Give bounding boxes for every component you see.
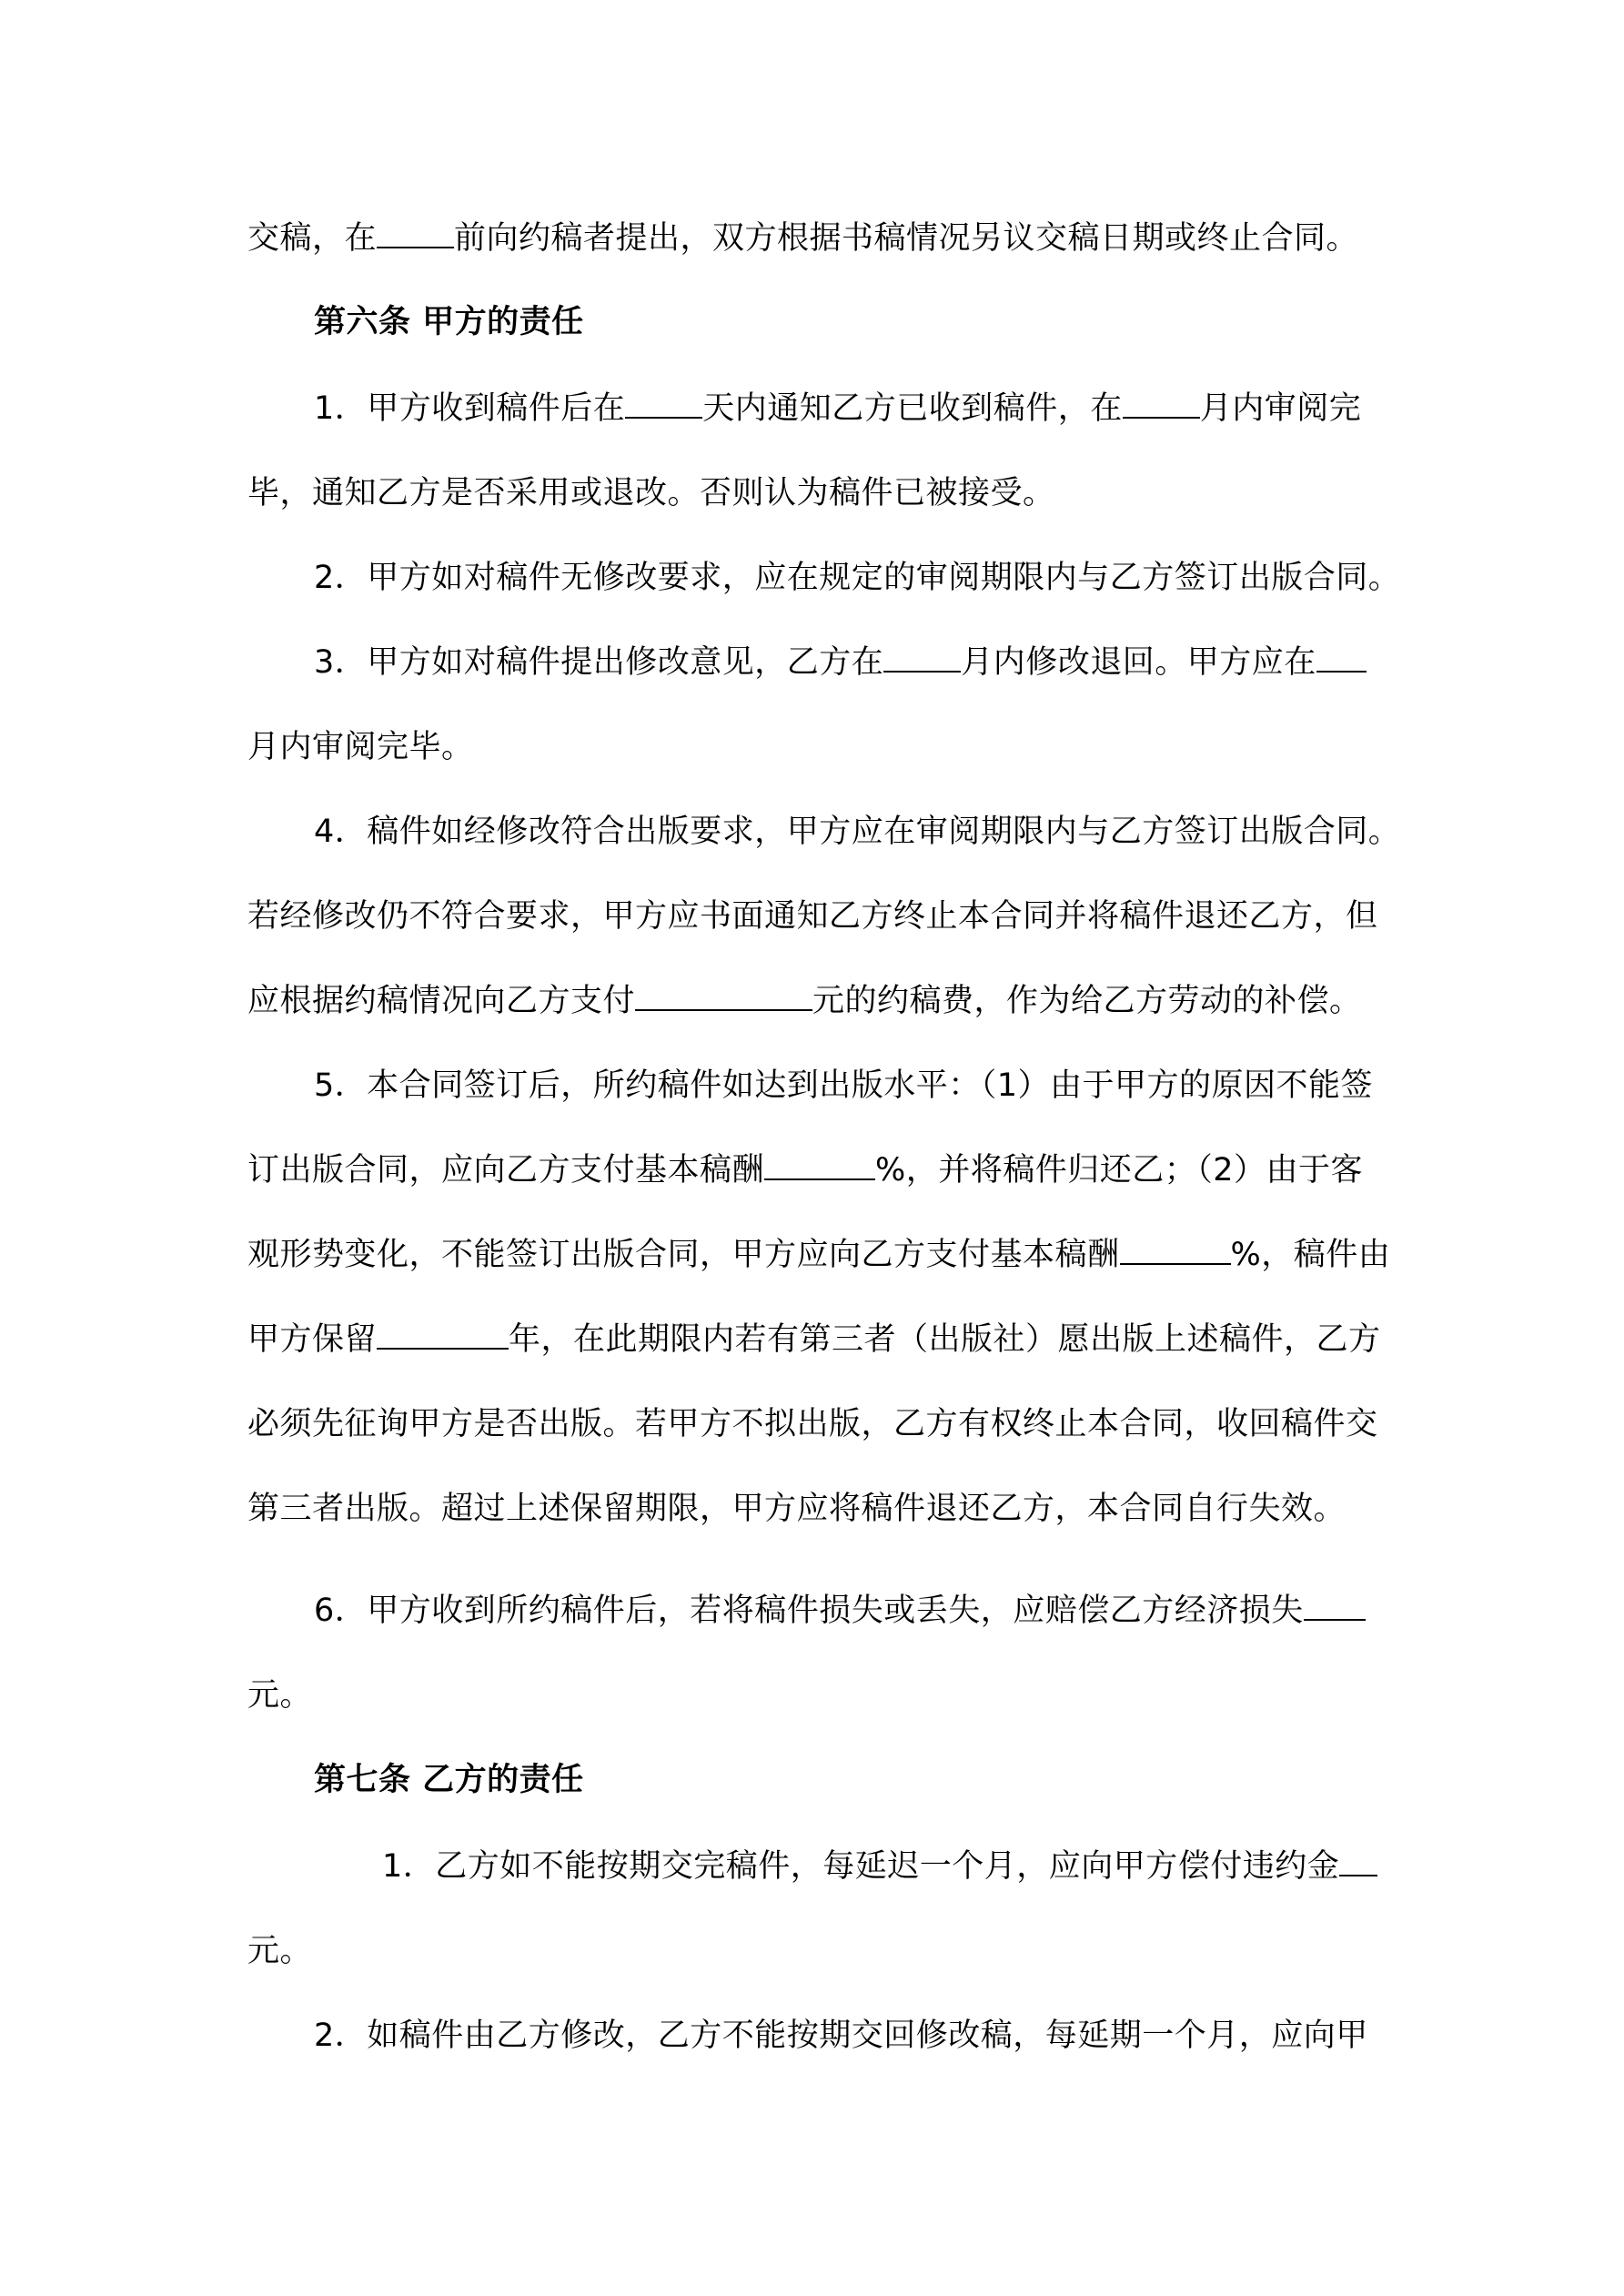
blank-field xyxy=(625,389,702,419)
text-line: 毕，通知乙方是否采用或退改。否则认为稿件已被接受。 xyxy=(247,475,1055,511)
blank-field xyxy=(1339,1847,1377,1876)
text-line: 6．甲方收到所约稿件后，若将稿件损失或丢失，应赔偿乙方经济损失 xyxy=(314,1591,1394,1631)
blank-field xyxy=(1316,643,1367,673)
text-line: 应根据约稿情况向乙方支付 元的约稿费，作为给乙方劳动的补偿。 xyxy=(247,983,1362,1019)
text-line: 2．如稿件由乙方修改，乙方不能按期交回修改稿，每延期一个月，应向甲 xyxy=(314,2018,1368,2054)
text-line: 5．本合同签订后，所约稿件如达到出版水平：（1）由于甲方的原因不能签 xyxy=(314,1067,1374,1104)
text-line: 3．甲方如对稿件提出修改意见，乙方在 月内修改退回。甲方应在 xyxy=(314,642,1394,683)
blank-field xyxy=(1304,1592,1366,1621)
blank-field xyxy=(883,643,961,673)
text-line: 元。 xyxy=(247,1677,313,1714)
text-line: 1．乙方如不能按期交完稿件，每延迟一个月，应向甲方偿付违约金 xyxy=(382,1846,1394,1886)
text-line: 交稿，在 前向约稿者提出，双方根据书稿情况另议交稿日期或终止合同。 xyxy=(247,220,1359,257)
text-line: 1．甲方收到稿件后在 天内通知乙方已收到稿件，在 月内审阅完 xyxy=(314,390,1362,427)
text-line: 若经修改仍不符合要求，甲方应书面通知乙方终止本合同并将稿件退还乙方，但 xyxy=(247,898,1378,935)
blank-field xyxy=(377,1320,509,1350)
article-6-heading: 第六条 甲方的责任 xyxy=(314,304,584,340)
blank-field xyxy=(764,1151,875,1180)
text-line: 4．稿件如经修改符合出版要求，甲方应在审阅期限内与乙方签订出版合同。 xyxy=(314,814,1401,850)
text-line: 观形势变化，不能签订出版合同，甲方应向乙方支付基本稿酬 %，稿件由 xyxy=(247,1237,1391,1273)
text-line: 甲方保留 年，在此期限内若有第三者（出版社）愿出版上述稿件，乙方 xyxy=(247,1321,1381,1358)
text-line: 必须先征询甲方是否出版。若甲方不拟出版，乙方有权终止本合同，收回稿件交 xyxy=(247,1406,1378,1442)
blank-field xyxy=(635,982,812,1011)
blank-field xyxy=(1120,1236,1231,1265)
article-7-heading: 第七条 乙方的责任 xyxy=(314,1762,584,1798)
text-line: 第三者出版。超过上述保留期限，甲方应将稿件退还乙方，本合同自行失效。 xyxy=(247,1491,1347,1527)
text-line: 元。 xyxy=(247,1933,313,1969)
blank-field xyxy=(377,219,454,248)
text-line: 月内审阅完毕。 xyxy=(247,729,474,765)
blank-field xyxy=(1123,389,1200,419)
text-line: 2．甲方如对稿件无修改要求，应在规定的审阅期限内与乙方签订出版合同。 xyxy=(314,560,1401,596)
text-line: 订出版合同，应向乙方支付基本稿酬 %，并将稿件归还乙；（2）由于客 xyxy=(247,1152,1364,1188)
